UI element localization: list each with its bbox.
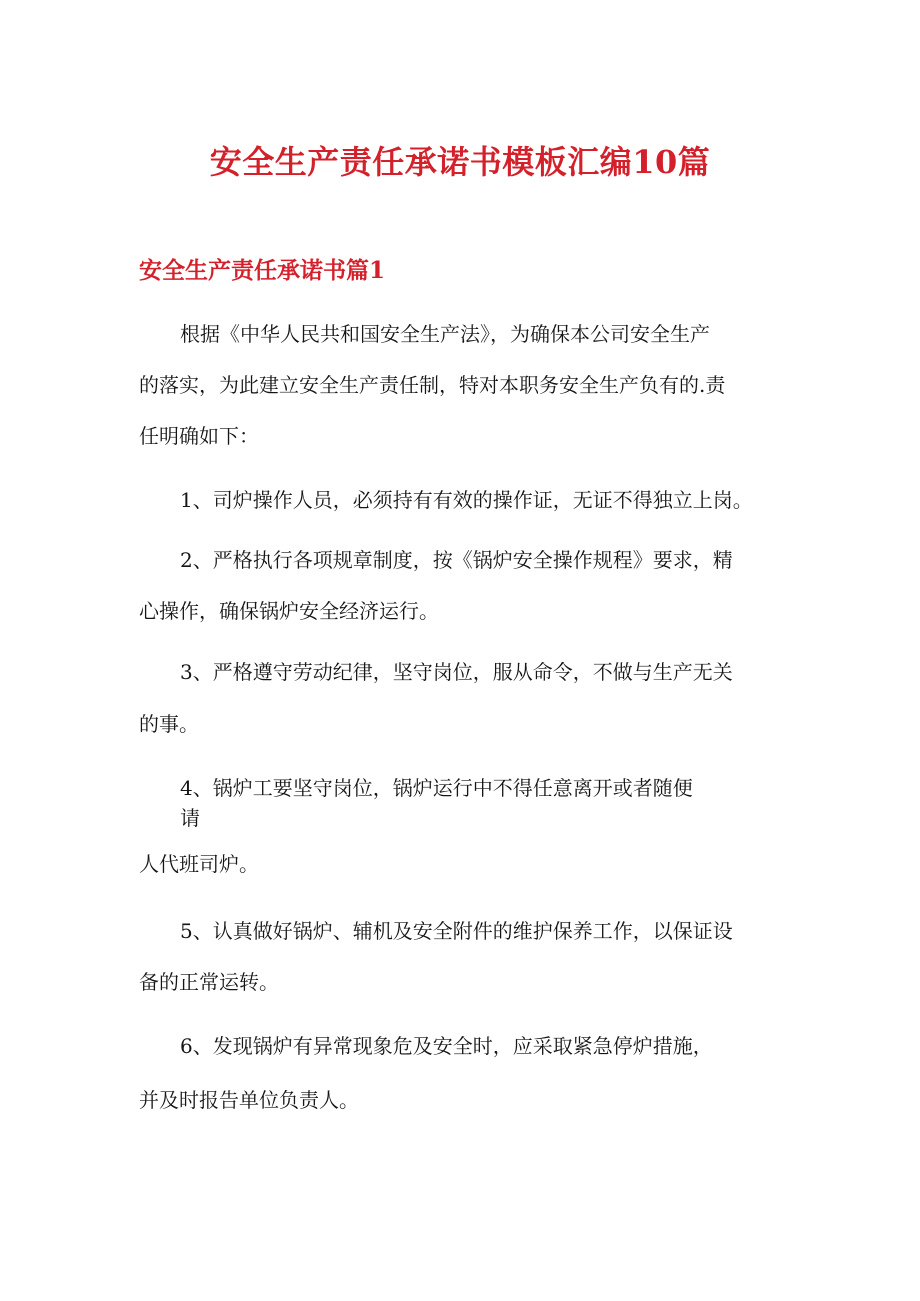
item-2-line-1: 2、严格执行各项规章制度，按《锅炉安全操作规程》要求，精 xyxy=(180,548,733,572)
section-heading: 安全生产责任承诺书篇1 xyxy=(139,257,386,284)
item-1-line-1: 1、司炉操作人员，必须持有有效的操作证，无证不得独立上岗。 xyxy=(180,488,753,512)
intro-line-2: 的落实，为此建立安全生产责任制，特对本职务安全生产负有的.责 xyxy=(139,373,726,397)
item-3-line-1: 3、严格遵守劳动纪律，坚守岗位，服从命令，不做与生产无关 xyxy=(180,660,733,684)
item-6-line-1: 6、发现锅炉有异常现象危及安全时，应采取紧急停炉措施， xyxy=(180,1034,713,1058)
item-4-line-1: 4、锅炉工要坚守岗位，锅炉运行中不得任意离开或者随便 xyxy=(180,776,693,800)
document-title: 安全生产责任承诺书模板汇编10篇 xyxy=(209,143,711,181)
item-2-line-2: 心操作，确保锅炉安全经济运行。 xyxy=(139,599,439,623)
intro-line-1: 根据《中华人民共和国安全生产法》，为确保本公司安全生产 xyxy=(180,322,710,346)
item-4-line-3: 人代班司炉。 xyxy=(139,852,259,876)
intro-line-3: 任明确如下： xyxy=(139,424,259,448)
item-5-line-2: 备的正常运转。 xyxy=(139,970,279,994)
item-5-line-1: 5、认真做好锅炉、辅机及安全附件的维护保养工作，以保证设 xyxy=(180,919,733,943)
item-4-line-2: 请 xyxy=(180,806,200,830)
item-3-line-2: 的事。 xyxy=(139,712,199,736)
item-6-line-2: 并及时报告单位负责人。 xyxy=(139,1088,359,1112)
